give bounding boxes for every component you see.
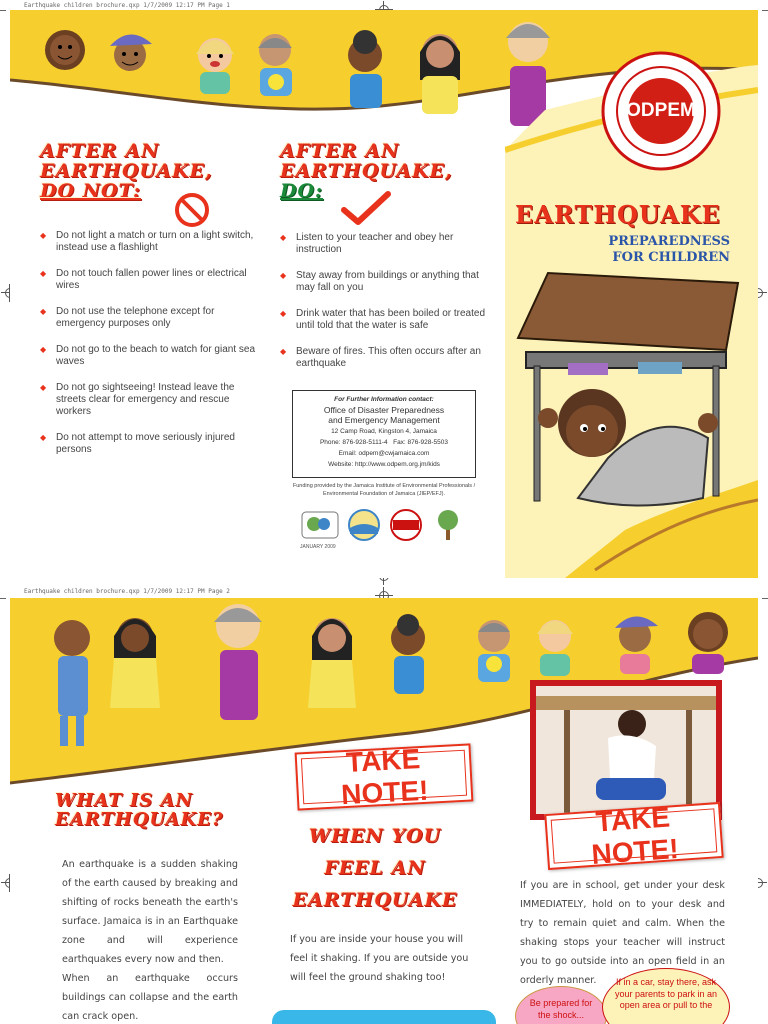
jiep-logo <box>302 512 338 538</box>
do-list <box>280 232 490 384</box>
list-item: ◆ Do not use the telephone except for emergency purposes only <box>40 306 260 330</box>
car-speech-bubble: If in a car, stay there, ask your parents to park in an open area or pull to the <box>602 968 730 1024</box>
prohibited-icon <box>174 192 210 228</box>
child-figure <box>308 618 356 708</box>
child-figure <box>45 30 85 70</box>
take-note-sign: TAKE NOTE! <box>544 802 723 870</box>
list-item: ◆ Beware of fires. This often occurs after an earthquake <box>280 346 490 370</box>
list-item: ◆ Do not go sightseeing! Instead leave the streets clear for emergency and rescue workers <box>40 382 260 418</box>
partner-logos <box>300 508 480 544</box>
do-not-list <box>40 230 260 470</box>
list-item: ◆ Stay away from buildings or anything that may fall on you <box>280 270 490 294</box>
child-figure <box>688 612 728 674</box>
what-is-paragraph-2: When an earthquake occurs buildings can collapse and the earth can crack open. <box>62 973 238 1022</box>
issue-date: JANUARY 2009 <box>300 544 336 550</box>
efj-logo <box>349 510 379 540</box>
tree-logo <box>438 510 458 540</box>
contact-website[interactable]: Website: http://www.odpem.org.jm/kids <box>328 461 440 468</box>
funding-note: Funding provided by the Jamaica Institute of Environmental Professionals / Environmental Foundation of Jamaica (JIEP/EFJ). <box>292 483 476 497</box>
list-item: ◆ Do not light a match or turn on a light switch, instead use a flashlight <box>40 230 260 254</box>
child-figure <box>420 34 460 114</box>
odpem-logo-text: ODPEM <box>626 100 696 121</box>
do-heading: AFTER AN EARTHQUAKE, DO: <box>280 140 453 202</box>
list-item: ◆ Listen to your teacher and obey her instruction <box>280 232 490 256</box>
print-slug-page2: Earthquake children brochure.qxp 1/7/2009 12:17 PM Page 2 <box>24 588 230 595</box>
when-feel-paragraph: If you are inside your house you will feel it shaking. If you are outside you will feel the ground shaking too! <box>290 934 469 983</box>
contact-email[interactable]: Email: odpem@cwjamaica.com <box>338 450 430 457</box>
blue-callout <box>272 1010 496 1024</box>
print-slug-page1: Earthquake children brochure.qxp 1/7/2009 12:17 PM Page 1 <box>24 2 230 9</box>
list-item: ◆ Do not go to the beach to watch for giant sea waves <box>40 344 260 368</box>
child-under-desk-illustration <box>508 268 742 508</box>
do-not-heading: AFTER AN EARTHQUAKE, DO NOT: <box>40 140 213 202</box>
odpem-logo <box>600 50 722 172</box>
contact-box: For Further Information contact: Office of Disaster Preparedness and Emergency Management 12 Camp Road, Kingston 4, Jamaica Phone: 876-928-5111-4 Fax: 876-928-5503 Email: odpem@cwjamaica.com Website: http://www.odpem.org.jm/kids <box>292 390 476 478</box>
odpem-small-logo <box>391 510 421 540</box>
list-item: ◆ Do not attempt to move seriously injured persons <box>40 432 260 456</box>
what-is-paragraph-1: An earthquake is a sudden shaking of the earth caused by breaking and shifting of rocks beneath the earth's surface. Jamaica is in an Earthquake zone and will experience earthquakes every now and then. <box>62 859 238 965</box>
brochure-page-2 <box>10 598 758 1024</box>
cover-title: EARTHQUAKE <box>515 200 721 229</box>
take-note-sign: TAKE NOTE! <box>295 743 474 810</box>
list-item: ◆ Do not touch fallen power lines or electrical wires <box>40 268 260 292</box>
cover-subtitle: PREPAREDNESS FOR CHILDREN <box>608 234 730 265</box>
child-figure <box>214 604 262 720</box>
checkmark-icon <box>340 190 392 226</box>
when-feel-heading: WHEN YOU FEEL AN EARTHQUAKE <box>292 825 458 911</box>
brochure-page-1 <box>10 10 758 578</box>
list-item: ◆ Drink water that has been boiled or treated until told that the water is safe <box>280 308 490 332</box>
school-paragraph: If you are in school, get under your desk IMMEDIATELY, hold on to your desk and try to remain quiet and calm. When the shaking stops your teacher will instruct you to go outside into an open field in an orderly manner. <box>520 880 725 986</box>
pink-speech-bubble: Be prepared for the shock... <box>515 986 607 1024</box>
what-is-heading: WHAT IS AN EARTHQUAKE? <box>55 790 224 830</box>
child-figure <box>110 618 160 708</box>
